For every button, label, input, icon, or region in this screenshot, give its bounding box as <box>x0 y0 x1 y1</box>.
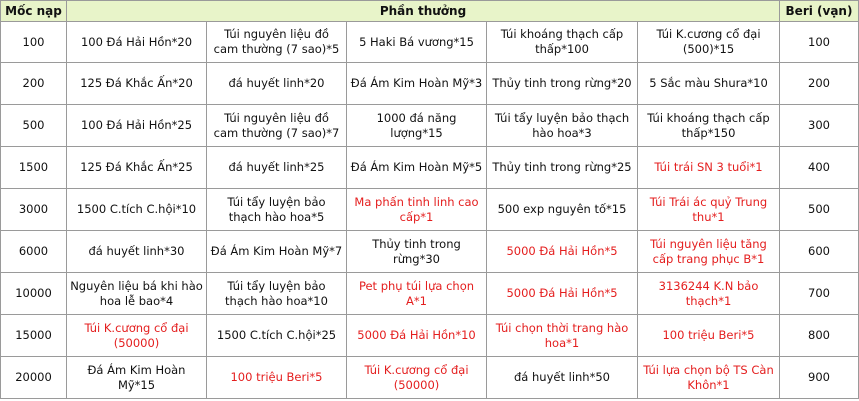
reward-cell: 100 triệu Beri*5 <box>207 357 347 399</box>
reward-cell: 5000 Đá Hải Hồn*5 <box>487 273 638 315</box>
table-row <box>1 147 859 189</box>
reward-cell: 1500 C.tích C.hội*25 <box>207 315 347 357</box>
reward-cell: đá huyết linh*20 <box>207 63 347 105</box>
moc-nap-cell: 15000 <box>1 315 67 357</box>
moc-nap-cell: 1500 <box>1 147 67 189</box>
reward-cell: Thủy tinh trong rừng*30 <box>347 231 487 273</box>
reward-cell: 500 exp nguyên tố*15 <box>487 189 638 231</box>
reward-cell: Pet phụ túi lựa chọn A*1 <box>347 273 487 315</box>
beri-cell: 700 <box>780 273 859 315</box>
reward-cell: Đá Ám Kim Hoàn Mỹ*7 <box>207 231 347 273</box>
reward-cell: Túi khoáng thạch cấp thấp*150 <box>638 105 780 147</box>
reward-cell: 125 Đá Khắc Ấn*20 <box>67 63 207 105</box>
header-phan-thuong: Phần thưởng <box>67 1 780 22</box>
reward-cell: Túi K.cương cổ đại (500)*15 <box>638 22 780 63</box>
moc-nap-cell: 500 <box>1 105 67 147</box>
reward-cell: 100 Đá Hải Hồn*25 <box>67 105 207 147</box>
reward-cell: Đá Ám Kim Hoàn Mỹ*3 <box>347 63 487 105</box>
reward-cell: 5 Sắc màu Shura*10 <box>638 63 780 105</box>
table-row <box>1 22 859 63</box>
reward-cell: Túi trái SN 3 tuổi*1 <box>638 147 780 189</box>
moc-nap-cell: 20000 <box>1 357 67 399</box>
reward-cell: Nguyên liệu bá khi hào hoa lễ bao*4 <box>67 273 207 315</box>
reward-cell: Túi tẩy luyện bảo thạch hào hoa*3 <box>487 105 638 147</box>
reward-cell: 100 Đá Hải Hồn*20 <box>67 22 207 63</box>
reward-cell: Túi tẩy luyện bảo thạch hào hoa*10 <box>207 273 347 315</box>
beri-cell: 900 <box>780 357 859 399</box>
reward-cell: 125 Đá Khắc Ấn*25 <box>67 147 207 189</box>
moc-nap-cell: 10000 <box>1 273 67 315</box>
reward-cell: Đá Ám Kim Hoàn Mỹ*5 <box>347 147 487 189</box>
moc-nap-cell: 3000 <box>1 189 67 231</box>
reward-cell: 5000 Đá Hải Hồn*10 <box>347 315 487 357</box>
table-row <box>1 231 859 273</box>
moc-nap-cell: 200 <box>1 63 67 105</box>
reward-cell: Túi K.cương cổ đại (50000) <box>347 357 487 399</box>
reward-cell: Túi chọn thời trang hào hoa*1 <box>487 315 638 357</box>
header-beri: Beri (vạn) <box>780 1 859 22</box>
reward-cell: 100 triệu Beri*5 <box>638 315 780 357</box>
reward-cell: Túi lựa chọn bộ TS Càn Khôn*1 <box>638 357 780 399</box>
reward-cell: 3136244 K.N bảo thạch*1 <box>638 273 780 315</box>
reward-cell: 1500 C.tích C.hội*10 <box>67 189 207 231</box>
reward-cell: 5 Haki Bá vương*15 <box>347 22 487 63</box>
moc-nap-cell: 100 <box>1 22 67 63</box>
beri-cell: 800 <box>780 315 859 357</box>
reward-cell: Túi Trái ác quỷ Trung thu*1 <box>638 189 780 231</box>
reward-cell: Túi tẩy luyện bảo thạch hào hoa*5 <box>207 189 347 231</box>
reward-cell: 1000 đá năng lượng*15 <box>347 105 487 147</box>
reward-cell: Thủy tinh trong rừng*20 <box>487 63 638 105</box>
beri-cell: 400 <box>780 147 859 189</box>
reward-cell: Túi nguyên liệu tăng cấp trang phục B*1 <box>638 231 780 273</box>
reward-cell: Túi nguyên liệu đồ cam thường (7 sao)*5 <box>207 22 347 63</box>
table-row <box>1 315 859 357</box>
reward-cell: đá huyết linh*50 <box>487 357 638 399</box>
reward-cell: 5000 Đá Hải Hồn*5 <box>487 231 638 273</box>
beri-cell: 600 <box>780 231 859 273</box>
reward-cell: Túi khoáng thạch cấp thấp*100 <box>487 22 638 63</box>
header-row <box>1 1 859 22</box>
table-row <box>1 273 859 315</box>
beri-cell: 200 <box>780 63 859 105</box>
reward-cell: Túi K.cương cổ đại (50000) <box>67 315 207 357</box>
reward-cell: Túi nguyên liệu đồ cam thường (7 sao)*7 <box>207 105 347 147</box>
table-row <box>1 357 859 399</box>
beri-cell: 500 <box>780 189 859 231</box>
reward-cell: đá huyết linh*25 <box>207 147 347 189</box>
reward-cell: đá huyết linh*30 <box>67 231 207 273</box>
moc-nap-cell: 6000 <box>1 231 67 273</box>
header-moc-nap: Mốc nạp <box>1 1 67 22</box>
reward-cell: Ma phấn tinh linh cao cấp*1 <box>347 189 487 231</box>
reward-cell: Thủy tinh trong rừng*25 <box>487 147 638 189</box>
table-row <box>1 189 859 231</box>
beri-cell: 300 <box>780 105 859 147</box>
beri-cell: 100 <box>780 22 859 63</box>
table-row <box>1 105 859 147</box>
reward-cell: Đá Ám Kim Hoàn Mỹ*15 <box>67 357 207 399</box>
table-row <box>1 63 859 105</box>
table-body <box>1 22 859 399</box>
